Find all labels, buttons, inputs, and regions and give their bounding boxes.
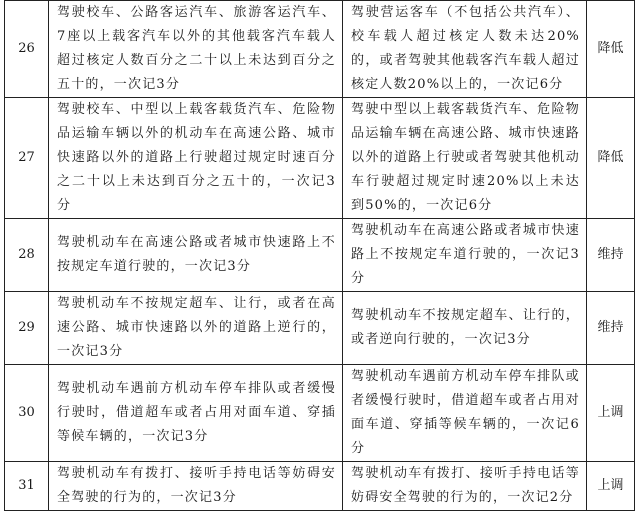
new-rule-text: 驾驶机动车在高速公路或者城市快速路上不按规定车道行驶的，一次记3分 [343,219,587,292]
change-label: 降低 [587,98,635,219]
row-number: 27 [5,98,49,219]
old-rule-text: 驾驶机动车遇前方机动车停车排队或者缓慢行驶时，借道超车或者占用对面车道、穿插等候车辆的，一次记3分 [49,365,343,462]
old-rule-text: 驾驶机动车不按规定超车、让行，或者在高速公路、城市快速路以外的道路上逆行的，一次记3分 [49,292,343,365]
old-rule-text: 驾驶校车、中型以上载客载货汽车、危险物品运输车辆以外的机动车在高速公路、城市快速路以外的道路上行驶超过规定时速百分之二十以上未达到百分之五十的，一次记3分 [49,98,343,219]
old-rule-text: 驾驶机动车在高速公路或者城市快速路上不按规定车道行驶的，一次记3分 [49,219,343,292]
table-row [5,462,635,511]
point-rules-table [4,0,635,511]
table-row [5,1,635,98]
new-rule-text: 驾驶机动车遇前方机动车停车排队或者缓慢行驶时，借道超车或者占用对面车道、穿插等候车辆的，一次记6分 [343,365,587,462]
row-number: 28 [5,219,49,292]
table-row [5,219,635,292]
change-label: 上调 [587,365,635,462]
old-rule-text: 驾驶校车、公路客运汽车、旅游客运汽车、7座以上载客汽车以外的其他载客汽车载人超过核定人数百分之二十以上未达到百分之五十的，一次记3分 [49,1,343,98]
new-rule-text: 驾驶营运客车（不包括公共汽车）、校车载人超过核定人数未达20%的，或者驾驶其他载客汽车载人超过核定人数20%以上的，一次记6分 [343,1,587,98]
row-number: 29 [5,292,49,365]
change-label: 维持 [587,219,635,292]
new-rule-text: 驾驶机动车有拨打、接听手持电话等妨碍安全驾驶的行为的，一次记2分 [343,462,587,511]
rules-table-container [4,0,634,505]
row-number: 30 [5,365,49,462]
new-rule-text: 驾驶中型以上载客载货汽车、危险物品运输车辆在高速公路、城市快速路以外的道路上行驶或者驾驶其他机动车行驶超过规定时速20%以上未达到50%的，一次记6分 [343,98,587,219]
old-rule-text: 驾驶机动车有拨打、接听手持电话等妨碍安全驾驶的行为的，一次记3分 [49,462,343,511]
table-row [5,292,635,365]
change-label: 降低 [587,1,635,98]
table-row [5,365,635,462]
change-label: 维持 [587,292,635,365]
table-row [5,98,635,219]
change-label: 上调 [587,462,635,511]
new-rule-text: 驾驶机动车不按规定超车、让行的，或者逆向行驶的，一次记3分 [343,292,587,365]
row-number: 26 [5,1,49,98]
row-number: 31 [5,462,49,511]
